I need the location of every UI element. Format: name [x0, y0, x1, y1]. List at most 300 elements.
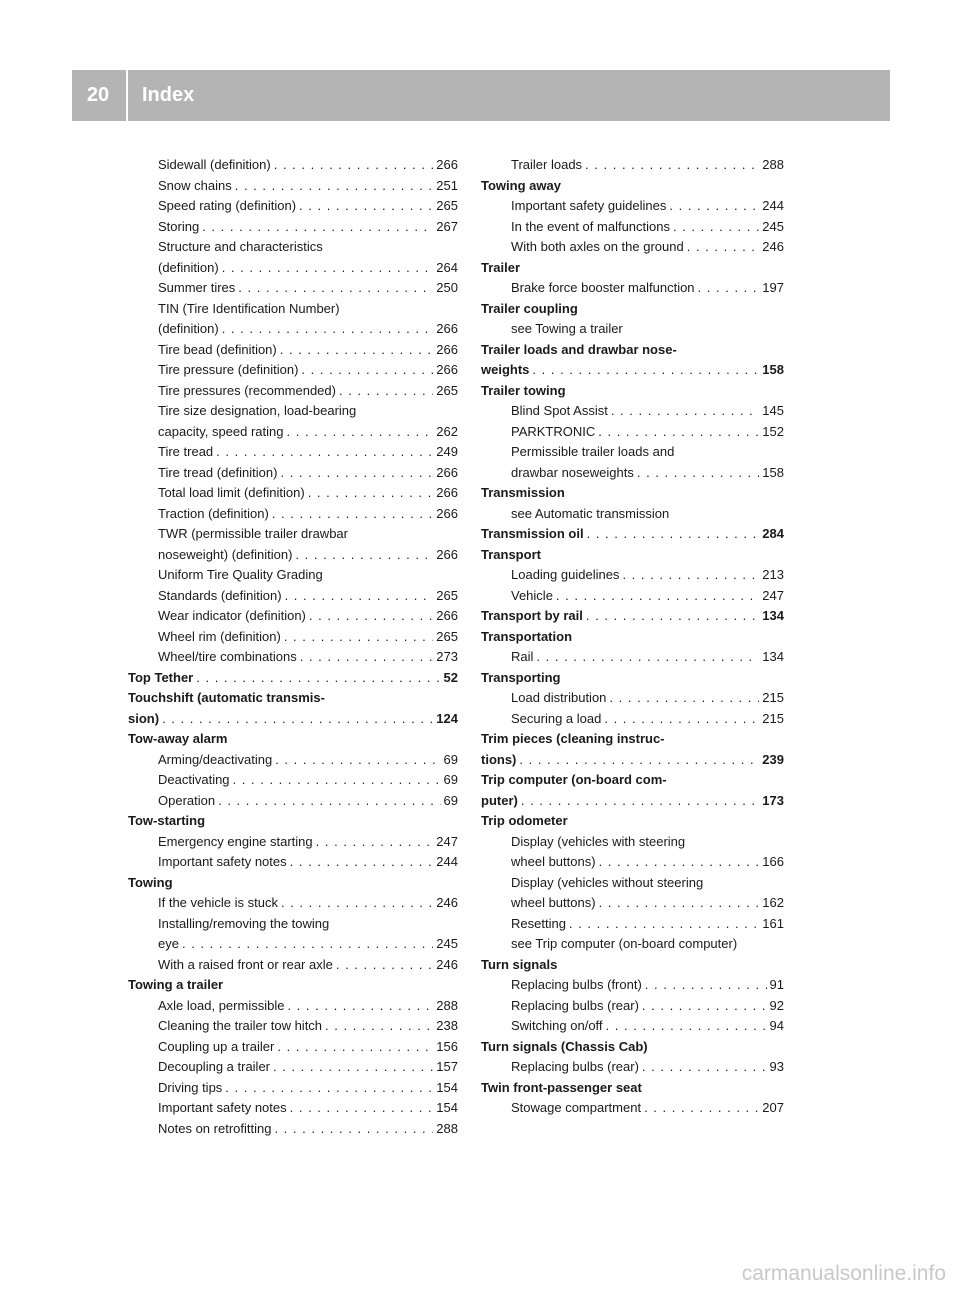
index-entry-text: Stowage compartment	[511, 1100, 642, 1115]
index-entry-page: 238	[436, 1018, 458, 1033]
leader-dots	[290, 852, 434, 873]
index-entry-page: 262	[436, 423, 458, 439]
page-number: 20	[86, 84, 110, 106]
index-entry-text: Turn signals (Chassis Cab)	[481, 1038, 648, 1054]
index-entry	[481, 811, 784, 832]
leader-dots	[673, 217, 759, 238]
index-entry-text: (definition)	[158, 321, 219, 336]
index-entry-page: 266	[436, 608, 458, 623]
index-entry	[481, 893, 784, 914]
index-entry	[481, 688, 784, 709]
index-entry-page: 207	[762, 1100, 784, 1115]
index-entry	[128, 647, 458, 668]
index-entry-text: Storing	[158, 218, 200, 234]
index-entry-page: 154	[436, 1100, 458, 1115]
index-entry-page: 264	[436, 259, 458, 275]
index-entry-text: Standards (definition)	[158, 587, 282, 603]
index-entry-text: Traction (definition)	[158, 505, 269, 521]
index-entry-text: Trailer towing	[481, 382, 566, 398]
index-entry	[481, 422, 784, 443]
leader-dots	[687, 237, 760, 258]
index-entry-page: 215	[762, 710, 784, 726]
index-entry-page: 197	[762, 280, 784, 295]
index-entry-text: Blind Spot Assist	[511, 403, 608, 418]
index-entry	[481, 319, 784, 340]
index-entry	[481, 996, 784, 1017]
index-entry-text: Towing	[128, 874, 173, 890]
index-entry-page: 266	[436, 485, 458, 500]
index-entry-page: 246	[436, 895, 458, 910]
leader-dots	[162, 709, 433, 730]
leader-dots	[202, 217, 433, 238]
index-entry	[481, 196, 784, 217]
index-entry	[481, 668, 784, 689]
index-entry-page: 162	[762, 895, 784, 910]
leader-dots	[274, 155, 434, 176]
index-entry-text: Important safety notes	[158, 1100, 287, 1115]
index-entry	[481, 258, 784, 279]
index-entry	[128, 873, 458, 894]
index-entry-text: Tire pressure (definition)	[158, 362, 299, 377]
index-entry-page: 288	[436, 1120, 458, 1136]
index-entry-text: Wheel rim (definition)	[158, 628, 281, 644]
index-entry-text: sion)	[128, 710, 160, 726]
index-entry-text: Sidewall (definition)	[158, 157, 271, 172]
index-entry-text: wheel buttons)	[511, 854, 596, 869]
index-entry-page: 69	[443, 772, 458, 787]
leader-dots	[622, 565, 759, 586]
index-entry-text: Display (vehicles with steering	[511, 833, 686, 849]
index-entry	[481, 1037, 784, 1058]
index-entry	[481, 442, 784, 463]
index-entry-page: 94	[769, 1018, 784, 1033]
index-entry-page: 251	[436, 177, 458, 193]
index-entry	[128, 217, 458, 238]
index-entry-page: 166	[762, 854, 784, 869]
index-entry	[128, 914, 458, 935]
index-entry-text: Tire tread (definition)	[158, 464, 278, 480]
header-bar	[72, 70, 890, 121]
index-entry	[128, 442, 458, 463]
index-entry	[481, 832, 784, 853]
index-entry	[128, 483, 458, 504]
index-entry-text: see Towing a trailer	[511, 321, 623, 336]
index-entry-text: If the vehicle is stuck	[158, 895, 278, 910]
index-entry	[128, 196, 458, 217]
leader-dots	[309, 606, 433, 627]
index-entry-page: 134	[762, 649, 784, 664]
leader-dots	[299, 196, 433, 217]
index-entry-text: With a raised front or rear axle	[158, 956, 333, 972]
index-entry-text: TWR (permissible trailer drawbar	[158, 526, 348, 541]
leader-dots	[235, 176, 434, 197]
index-entry	[481, 873, 784, 894]
index-entry-text: Trailer loads	[511, 157, 583, 172]
leader-dots	[611, 401, 759, 422]
index-entry	[481, 934, 784, 955]
index-entry-text: Deactivating	[158, 772, 230, 787]
leader-dots	[642, 1057, 767, 1078]
index-entry-page: 284	[762, 526, 784, 541]
index-entry-text: Decoupling a trailer	[158, 1059, 271, 1074]
index-entry-text: Wheel/tire combinations	[158, 649, 297, 664]
index-entry	[481, 565, 784, 586]
index-entry-text: Emergency engine starting	[158, 833, 313, 849]
index-entry-page: 266	[436, 321, 458, 336]
index-entry	[128, 545, 458, 566]
index-entry	[128, 1078, 458, 1099]
index-entry	[481, 852, 784, 873]
index-entry-text: Axle load, permissible	[158, 997, 285, 1013]
index-entry	[128, 729, 458, 750]
index-entry	[128, 319, 458, 340]
index-entry	[128, 955, 458, 976]
index-entry-text: Important safety notes	[158, 854, 287, 869]
index-entry	[481, 627, 784, 648]
leader-dots	[290, 1098, 434, 1119]
leader-dots	[280, 463, 433, 484]
index-entry	[128, 278, 458, 299]
leader-dots	[606, 1016, 767, 1037]
index-entry	[481, 586, 784, 607]
index-entry-page: 288	[436, 997, 458, 1013]
leader-dots	[698, 278, 760, 299]
index-entry-text: Trailer	[481, 259, 521, 275]
index-entry-page: 69	[443, 751, 458, 767]
index-entry-text: Rail	[511, 649, 534, 664]
index-entry-page: 247	[436, 833, 458, 849]
index-entry-text: Transport by rail	[481, 608, 583, 623]
index-entry	[128, 893, 458, 914]
index-entry	[481, 791, 784, 812]
index-entry	[481, 1016, 784, 1037]
index-entry	[481, 483, 784, 504]
leader-dots	[598, 422, 759, 443]
index-entry	[481, 237, 784, 258]
index-entry-text: eye	[158, 936, 179, 951]
index-entry-page: 246	[762, 239, 784, 254]
index-entry	[481, 647, 784, 668]
index-entry-text: Switching on/off	[511, 1018, 603, 1033]
index-entry-text: Arming/deactivating	[158, 751, 273, 767]
index-entry-text: Display (vehicles without steering	[511, 874, 704, 890]
index-entry	[128, 381, 458, 402]
index-entry	[128, 299, 458, 320]
index-entry-page: 288	[762, 157, 784, 172]
leader-dots	[238, 278, 433, 299]
index-entry-page: 245	[436, 936, 458, 951]
index-entry	[481, 770, 784, 791]
index-entry	[128, 1119, 458, 1140]
index-entry-text: Twin front-passenger seat	[481, 1079, 642, 1095]
leader-dots	[182, 934, 433, 955]
leader-dots	[609, 688, 759, 709]
leader-dots	[585, 155, 759, 176]
index-entry-text: Summer tires	[158, 280, 236, 295]
index-entry-page: 265	[436, 198, 458, 213]
index-entry-page: 52	[443, 669, 458, 685]
index-entry-text: Tow-away alarm	[128, 731, 228, 746]
leader-dots	[274, 1119, 433, 1140]
index-entry-text: Load distribution	[511, 690, 607, 705]
index-entry-page: 247	[762, 587, 784, 603]
index-entry-text: Towing a trailer	[128, 977, 224, 992]
index-entry-text: see Automatic transmission	[511, 505, 670, 521]
leader-dots	[222, 258, 434, 279]
index-entry	[128, 1037, 458, 1058]
index-entry-page: 152	[762, 423, 784, 439]
index-entry-text: With both axles on the ground	[511, 239, 684, 254]
index-entry	[481, 524, 784, 545]
index-entry-text: noseweight) (definition)	[158, 546, 293, 562]
leader-dots	[645, 975, 767, 996]
index-entry-page: 266	[436, 157, 458, 172]
leader-dots	[218, 791, 440, 812]
index-entry	[481, 914, 784, 935]
leader-dots	[301, 360, 433, 381]
index-entry-page: 93	[769, 1059, 784, 1074]
index-entry-text: Trim pieces (cleaning instruc-	[481, 731, 665, 746]
index-entry-text: Replacing bulbs (rear)	[511, 1059, 639, 1074]
index-entry	[481, 278, 784, 299]
index-entry-text: Installing/removing the towing	[158, 915, 330, 931]
index-entry-text: capacity, speed rating	[158, 423, 284, 439]
index-entry-text: Structure and characteristics	[158, 239, 323, 254]
index-entry-text: Touchshift (automatic transmis-	[128, 690, 325, 705]
index-entry-text: Resetting	[511, 915, 566, 931]
index-entry	[481, 606, 784, 627]
index-entry	[128, 360, 458, 381]
index-entry-text: Uniform Tire Quality Grading	[158, 567, 323, 582]
index-entry	[481, 155, 784, 176]
index-entry	[481, 1078, 784, 1099]
index-entry-text: Wear indicator (definition)	[158, 608, 306, 623]
index-entry	[128, 237, 458, 258]
leader-dots	[225, 1078, 433, 1099]
index-entry-text: Towing away	[481, 177, 561, 193]
index-entry	[128, 1098, 458, 1119]
index-entry-text: Driving tips	[158, 1079, 223, 1095]
index-entry-page: 124	[436, 710, 458, 726]
leader-dots	[599, 852, 760, 873]
index-entry-text: see Trip computer (on-board computer)	[511, 936, 738, 951]
index-entry-text: Important safety guidelines	[511, 198, 667, 213]
index-entry	[481, 360, 784, 381]
index-entry-page: 91	[769, 977, 784, 992]
index-entry	[481, 750, 784, 771]
index-entry	[128, 791, 458, 812]
index-entry-page: 158	[762, 464, 784, 480]
index-entry-text: Securing a load	[511, 710, 602, 726]
index-entry	[128, 155, 458, 176]
index-entry	[481, 176, 784, 197]
index-entry	[481, 299, 784, 320]
leader-dots	[587, 524, 760, 545]
index-entry-page: 267	[436, 218, 458, 234]
leader-dots	[536, 647, 759, 668]
index-entry	[128, 606, 458, 627]
index-entry-page: 158	[762, 362, 784, 377]
index-entry-text: Turn signals	[481, 956, 558, 972]
index-entry-page: 244	[436, 854, 458, 869]
index-entry	[128, 176, 458, 197]
index-entry-text: Total load limit (definition)	[158, 485, 305, 500]
leader-dots	[284, 627, 433, 648]
index-entry-text: tions)	[481, 751, 517, 767]
leader-dots	[273, 1057, 433, 1078]
leader-dots	[586, 606, 759, 627]
index-entry	[128, 504, 458, 525]
index-entry-text: Loading guidelines	[511, 567, 620, 582]
index-entry-page: 246	[436, 956, 458, 972]
index-entry	[128, 524, 458, 545]
leader-dots	[532, 360, 759, 381]
index-column-right	[481, 155, 784, 1119]
index-entry-page: 266	[436, 362, 458, 377]
index-entry	[128, 401, 458, 422]
index-entry-text: drawbar noseweights	[511, 464, 634, 480]
leader-dots	[521, 791, 759, 812]
index-entry-text: Transport	[481, 546, 541, 562]
index-entry-text: Notes on retrofitting	[158, 1120, 272, 1136]
index-entry-text: Top Tether	[128, 669, 194, 685]
index-entry	[128, 668, 458, 689]
index-entry	[481, 401, 784, 422]
index-entry-text: Tire pressures (recommended)	[158, 382, 336, 398]
index-entry	[481, 545, 784, 566]
index-entry-text: TIN (Tire Identification Number)	[158, 300, 340, 316]
leader-dots	[556, 586, 759, 607]
leader-dots	[300, 647, 434, 668]
leader-dots	[604, 709, 759, 730]
index-entry-text: Speed rating (definition)	[158, 198, 297, 213]
index-entry	[128, 258, 458, 279]
index-entry	[481, 1057, 784, 1078]
index-entry-text: Replacing bulbs (rear)	[511, 997, 639, 1013]
leader-dots	[285, 586, 434, 607]
index-entry-text: Transmission oil	[481, 526, 584, 541]
header-divider	[126, 70, 128, 121]
index-entry-text: Operation	[158, 792, 216, 808]
index-entry-text: Transmission	[481, 485, 565, 500]
index-entry	[128, 709, 458, 730]
index-entry-text: Tire tread	[158, 444, 214, 459]
index-entry-page: 244	[762, 198, 784, 213]
index-entry	[128, 1016, 458, 1037]
index-entry-text: (definition)	[158, 259, 219, 275]
index-entry-text: Brake force booster malfunction	[511, 280, 695, 295]
leader-dots	[308, 483, 434, 504]
index-entry	[128, 770, 458, 791]
index-entry-text: Replacing bulbs (front)	[511, 977, 642, 992]
index-entry-text: Permissible trailer loads and	[511, 444, 675, 459]
index-entry	[128, 688, 458, 709]
index-entry-page: 92	[769, 997, 784, 1013]
index-entry	[481, 381, 784, 402]
index-entry-page: 154	[436, 1079, 458, 1095]
index-entry	[128, 1057, 458, 1078]
index-entry	[481, 975, 784, 996]
index-entry	[481, 463, 784, 484]
index-entry	[128, 750, 458, 771]
index-entry-text: weights	[481, 362, 530, 377]
index-entry	[481, 504, 784, 525]
index-entry-page: 265	[436, 382, 458, 398]
index-entry-text: wheel buttons)	[511, 895, 596, 910]
index-entry	[481, 955, 784, 976]
index-entry-page: 145	[762, 403, 784, 418]
index-entry-page: 245	[762, 218, 784, 234]
index-entry	[128, 975, 458, 996]
leader-dots	[569, 914, 759, 935]
index-entry-text: Trailer coupling	[481, 300, 578, 316]
index-entry	[128, 934, 458, 955]
leader-dots	[272, 504, 434, 525]
leader-dots	[281, 893, 433, 914]
index-entry	[128, 340, 458, 361]
leader-dots	[222, 319, 434, 340]
index-entry	[481, 1098, 784, 1119]
index-entry-page: 69	[443, 792, 458, 808]
index-column-left	[128, 155, 458, 1139]
leader-dots	[336, 955, 433, 976]
leader-dots	[275, 750, 440, 771]
leader-dots	[287, 422, 434, 443]
index-entry-page: 265	[436, 628, 458, 644]
leader-dots	[316, 832, 434, 853]
index-entry-page: 273	[436, 649, 458, 664]
index-entry	[128, 811, 458, 832]
index-entry-text: In the event of malfunctions	[511, 218, 670, 234]
index-entry-page: 250	[436, 280, 458, 295]
index-entry	[481, 340, 784, 361]
index-entry-page: 161	[762, 915, 784, 931]
index-entry-text: Trailer loads and drawbar nose-	[481, 341, 677, 357]
leader-dots	[637, 463, 759, 484]
index-entry-page: 156	[436, 1038, 458, 1054]
index-entry-text: Trip computer (on-board com-	[481, 772, 667, 787]
index-entry-text: Transporting	[481, 669, 561, 685]
leader-dots	[599, 893, 760, 914]
index-entry-text: Snow chains	[158, 177, 232, 193]
index-entry-text: Transportation	[481, 628, 573, 644]
index-entry	[128, 463, 458, 484]
leader-dots	[325, 1016, 433, 1037]
index-entry-page: 266	[436, 341, 458, 357]
index-entry-page: 266	[436, 546, 458, 562]
index-entry	[128, 422, 458, 443]
leader-dots	[642, 996, 767, 1017]
index-entry-page: 266	[436, 464, 458, 480]
index-entry	[128, 832, 458, 853]
index-entry-text: Vehicle	[511, 587, 553, 603]
index-entry-text: Coupling up a trailer	[158, 1038, 275, 1054]
index-entry-page: 266	[436, 505, 458, 521]
index-entry	[128, 627, 458, 648]
leader-dots	[196, 668, 440, 689]
index-entry-text: PARKTRONIC	[511, 423, 596, 439]
leader-dots	[519, 750, 759, 771]
index-entry-text: Trip odometer	[481, 813, 568, 828]
index-entry-text: Tow-starting	[128, 813, 206, 828]
index-entry	[481, 709, 784, 730]
index-entry-page: 239	[762, 751, 784, 767]
index-entry	[128, 852, 458, 873]
leader-dots	[339, 381, 433, 402]
index-entry-page: 134	[762, 608, 784, 623]
leader-dots	[644, 1098, 759, 1119]
index-entry-page: 215	[762, 690, 784, 705]
